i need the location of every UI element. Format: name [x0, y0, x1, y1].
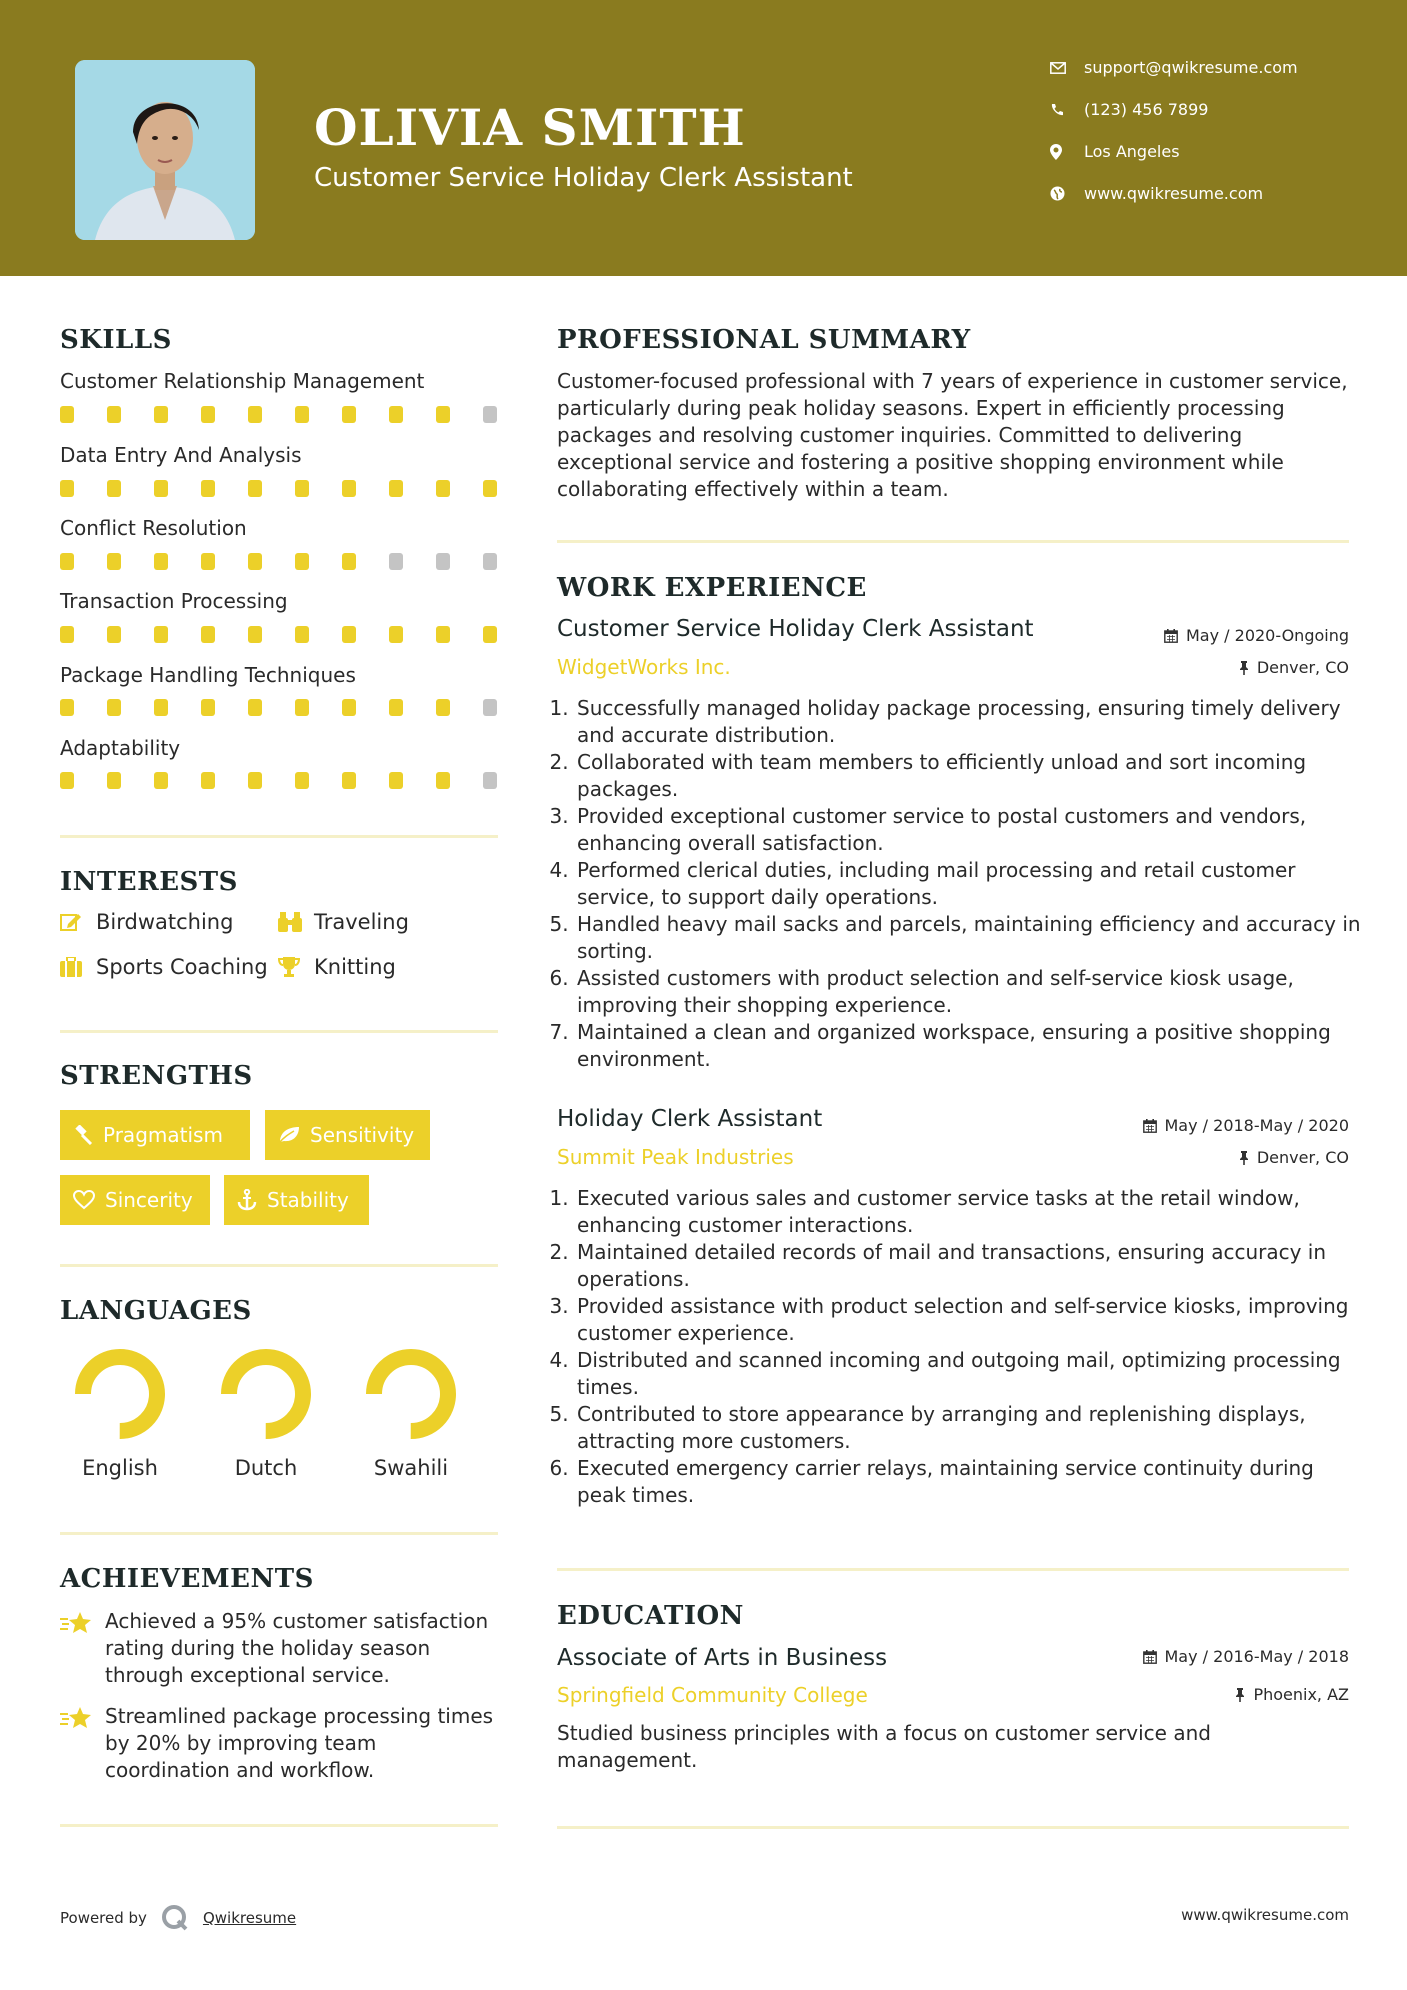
- section-divider: [557, 1568, 1349, 1571]
- skill-dot-filled: [389, 772, 403, 789]
- footer-website-link[interactable]: www.qwikresume.com: [1181, 1906, 1349, 1924]
- section-divider: [557, 540, 1349, 543]
- skill-dot-empty: [483, 699, 497, 716]
- summary-text: Customer-focused professional with 7 years of experience in customer service, particularly during peak holiday seasons. Expert in efficiently processing packages and resolving customer inquiries. Committed to delivering exceptional service and fostering a positive shopping environment while collaborating effectively within a team.: [557, 369, 1348, 501]
- interest-item: Traveling: [278, 910, 409, 934]
- skill-dot-filled: [154, 480, 168, 497]
- skill-dot-filled: [295, 626, 309, 643]
- job-bullets: [557, 695, 1367, 1073]
- skill-rating: [60, 772, 530, 789]
- pushpin-icon: [1239, 661, 1249, 675]
- skill-dot-empty: [483, 772, 497, 789]
- skill-dot-filled: [342, 480, 356, 497]
- skill-dot-filled: [342, 626, 356, 643]
- pushpin-icon: [1235, 1688, 1245, 1702]
- list-item: 6. Assisted customers with product selection and self-service kiosk usage, improving their shopping experience.: [575, 965, 1367, 1019]
- pushpin-icon: [1239, 1151, 1249, 1165]
- skill-rating: [60, 553, 530, 570]
- candidate-name: OLIVIA SMITH: [314, 98, 746, 157]
- skill-dot-filled: [295, 406, 309, 423]
- skill-dot-filled: [389, 699, 403, 716]
- contact-location: Los Angeles: [1050, 142, 1180, 161]
- list-item: 5. Handled heavy mail sacks and parcels, maintaining efficiency and accuracy in sorting.: [575, 911, 1367, 965]
- skill-dot-filled: [154, 406, 168, 423]
- candidate-title: Customer Service Holiday Clerk Assistant: [314, 163, 853, 193]
- skill-dot-filled: [107, 626, 121, 643]
- resume-header: [0, 0, 1407, 276]
- skill-dot-filled: [248, 626, 262, 643]
- list-item: 1. Executed various sales and customer service tasks at the retail window, enhancing customer interactions.: [575, 1185, 1367, 1239]
- skill-dot-filled: [342, 772, 356, 789]
- skill-rating: [60, 626, 530, 643]
- contact-phone[interactable]: (123) 456 7899: [1050, 100, 1208, 119]
- skill-dot-filled: [154, 772, 168, 789]
- profile-photo: [75, 60, 255, 240]
- strength-badge: Pragmatism: [60, 1110, 250, 1160]
- degree-title: Associate of Arts in Business: [557, 1645, 888, 1671]
- skill-dot-filled: [248, 699, 262, 716]
- skill-dot-empty: [389, 553, 403, 570]
- education-location: Phoenix, AZ: [1235, 1685, 1349, 1704]
- footer-powered-by: Powered by Qwikresume: [60, 1904, 296, 1932]
- skill-dot-filled: [436, 406, 450, 423]
- skill-dot-filled: [295, 480, 309, 497]
- skill-dot-filled: [389, 480, 403, 497]
- language-level-ring: [365, 1348, 457, 1440]
- skill-dot-filled: [342, 406, 356, 423]
- list-item: 2. Maintained detailed records of mail and transactions, ensuring accuracy in operations.: [575, 1239, 1367, 1293]
- job-title: Customer Service Holiday Clerk Assistant: [557, 616, 1034, 642]
- section-divider: [60, 1030, 498, 1033]
- skill-dot-filled: [295, 772, 309, 789]
- skill-dot-filled: [201, 626, 215, 643]
- experience-heading: WORK EXPERIENCE: [557, 573, 867, 603]
- job-location: Denver, CO: [1239, 1148, 1349, 1167]
- skill-dot-filled: [154, 553, 168, 570]
- skill-dot-empty: [436, 553, 450, 570]
- skill-dot-filled: [436, 480, 450, 497]
- heart-icon: [73, 1190, 95, 1210]
- skill-dot-filled: [342, 553, 356, 570]
- calendar-icon: [1143, 1650, 1157, 1664]
- job-dates: May / 2020-Ongoing: [1164, 626, 1349, 645]
- skill-dot-filled: [107, 699, 121, 716]
- strengths-heading: STRENGTHS: [60, 1061, 253, 1091]
- list-item: 3. Provided assistance with product selection and self-service kiosks, improving customer experience.: [575, 1293, 1367, 1347]
- skill-name: Customer Relationship Management: [60, 369, 425, 393]
- skill-dot-filled: [154, 699, 168, 716]
- strength-badge: Sensitivity: [265, 1110, 430, 1160]
- binoculars-icon: [278, 912, 314, 932]
- achievement-item: Achieved a 95% customer satisfaction rating during the holiday season through exceptional service.: [60, 1608, 500, 1689]
- skill-dot-empty: [483, 553, 497, 570]
- section-divider: [60, 1264, 498, 1267]
- achievements-heading: ACHIEVEMENTS: [60, 1564, 314, 1594]
- language-level-ring: [74, 1348, 166, 1440]
- section-divider: [60, 1532, 498, 1535]
- gavel-icon: [73, 1125, 93, 1145]
- language-item: Swahili: [356, 1348, 466, 1480]
- skill-dot-filled: [60, 480, 74, 497]
- leaf-icon: [278, 1126, 300, 1144]
- skill-name: Package Handling Techniques: [60, 663, 356, 687]
- skill-dot-filled: [107, 553, 121, 570]
- qwikresume-link[interactable]: Qwikresume: [202, 1909, 297, 1927]
- interest-item: Sports Coaching: [60, 955, 268, 979]
- interest-item: Knitting: [278, 955, 396, 979]
- job-location: Denver, CO: [1239, 658, 1349, 677]
- skill-dot-filled: [248, 772, 262, 789]
- skill-dot-filled: [60, 406, 74, 423]
- education-heading: EDUCATION: [557, 1601, 744, 1631]
- skill-dot-filled: [389, 626, 403, 643]
- skill-name: Transaction Processing: [60, 589, 288, 613]
- skill-dot-filled: [248, 553, 262, 570]
- skill-dot-filled: [248, 480, 262, 497]
- skill-dot-filled: [436, 772, 450, 789]
- skill-dot-filled: [60, 626, 74, 643]
- calendar-icon: [1164, 629, 1178, 643]
- school-name: Springfield Community College: [557, 1683, 868, 1707]
- shooting-star-icon: [60, 1611, 92, 1642]
- job-bullets: [557, 1185, 1367, 1509]
- skill-dot-filled: [389, 406, 403, 423]
- anchor-icon: [237, 1189, 257, 1211]
- globe-icon: [1050, 186, 1084, 201]
- qwikresume-logo-icon: [161, 1904, 189, 1932]
- company-name: Summit Peak Industries: [557, 1145, 794, 1169]
- company-name: WidgetWorks Inc.: [557, 655, 731, 679]
- interests-heading: INTERESTS: [60, 867, 238, 897]
- skills-heading: SKILLS: [60, 325, 172, 355]
- skill-name: Data Entry And Analysis: [60, 443, 302, 467]
- list-item: 4. Performed clerical duties, including mail processing and retail customer service, to support daily operations.: [575, 857, 1367, 911]
- section-divider: [557, 1826, 1349, 1829]
- skill-dot-filled: [483, 626, 497, 643]
- strength-badge: Stability: [224, 1175, 369, 1225]
- list-item: 4. Distributed and scanned incoming and outgoing mail, optimizing processing times.: [575, 1347, 1367, 1401]
- skill-dot-filled: [60, 772, 74, 789]
- skill-dot-filled: [201, 772, 215, 789]
- list-item: 1. Successfully managed holiday package processing, ensuring timely delivery and accurate distribution.: [575, 695, 1367, 749]
- phone-icon: [1050, 103, 1084, 117]
- location-pin-icon: [1050, 144, 1084, 160]
- skill-dot-filled: [201, 553, 215, 570]
- shooting-star-icon: [60, 1706, 92, 1737]
- skill-dot-filled: [60, 553, 74, 570]
- skill-dot-filled: [201, 699, 215, 716]
- list-item: 3. Provided exceptional customer service to postal customers and vendors, enhancing overall satisfaction.: [575, 803, 1367, 857]
- achievement-item: Streamlined package processing times by 20% by improving team coordination and workflow.: [60, 1703, 500, 1784]
- list-item: 7. Maintained a clean and organized workspace, ensuring a positive shopping environment.: [575, 1019, 1367, 1073]
- contact-email[interactable]: support@qwikresume.com: [1050, 58, 1298, 77]
- skill-rating: [60, 480, 530, 497]
- skill-dot-filled: [60, 699, 74, 716]
- education-description: Studied business principles with a focus on customer service and management.: [557, 1721, 1211, 1772]
- section-divider: [60, 835, 498, 838]
- contact-website[interactable]: www.qwikresume.com: [1050, 184, 1263, 203]
- skill-dot-filled: [295, 553, 309, 570]
- skill-name: Conflict Resolution: [60, 516, 247, 540]
- envelope-icon: [1050, 62, 1084, 74]
- language-item: English: [65, 1348, 175, 1480]
- list-item: 2. Collaborated with team members to efficiently unload and sort incoming packages.: [575, 749, 1367, 803]
- skill-dot-filled: [154, 626, 168, 643]
- skill-dot-filled: [107, 772, 121, 789]
- skill-dot-filled: [248, 406, 262, 423]
- list-item: 6. Executed emergency carrier relays, maintaining service continuity during peak times.: [575, 1455, 1367, 1509]
- strength-badge: Sincerity: [60, 1175, 210, 1225]
- calendar-icon: [1143, 1119, 1157, 1133]
- languages-heading: LANGUAGES: [60, 1296, 252, 1326]
- skill-dot-filled: [436, 626, 450, 643]
- skill-name: Adaptability: [60, 736, 181, 760]
- skill-dot-filled: [483, 480, 497, 497]
- education-dates: May / 2016-May / 2018: [1143, 1647, 1350, 1666]
- briefcase-icon: [60, 957, 96, 977]
- skill-dot-filled: [107, 406, 121, 423]
- interest-item: Birdwatching: [60, 910, 233, 934]
- list-item: 5. Contributed to store appearance by arranging and replenishing displays, attracting more customers.: [575, 1401, 1367, 1455]
- skill-dot-filled: [295, 699, 309, 716]
- language-item: Dutch: [211, 1348, 321, 1480]
- skill-rating: [60, 699, 530, 716]
- skill-rating: [60, 406, 530, 423]
- skill-dot-filled: [342, 699, 356, 716]
- summary-heading: PROFESSIONAL SUMMARY: [557, 325, 971, 355]
- trophy-icon: [278, 956, 314, 978]
- skill-dot-filled: [436, 699, 450, 716]
- section-divider: [60, 1824, 498, 1827]
- language-level-ring: [220, 1348, 312, 1440]
- job-dates: May / 2018-May / 2020: [1143, 1116, 1350, 1135]
- job-title: Holiday Clerk Assistant: [557, 1106, 823, 1132]
- pencil-icon: [60, 912, 96, 932]
- skill-dot-filled: [201, 406, 215, 423]
- skill-dot-filled: [107, 480, 121, 497]
- skill-dot-filled: [201, 480, 215, 497]
- skill-dot-empty: [483, 406, 497, 423]
